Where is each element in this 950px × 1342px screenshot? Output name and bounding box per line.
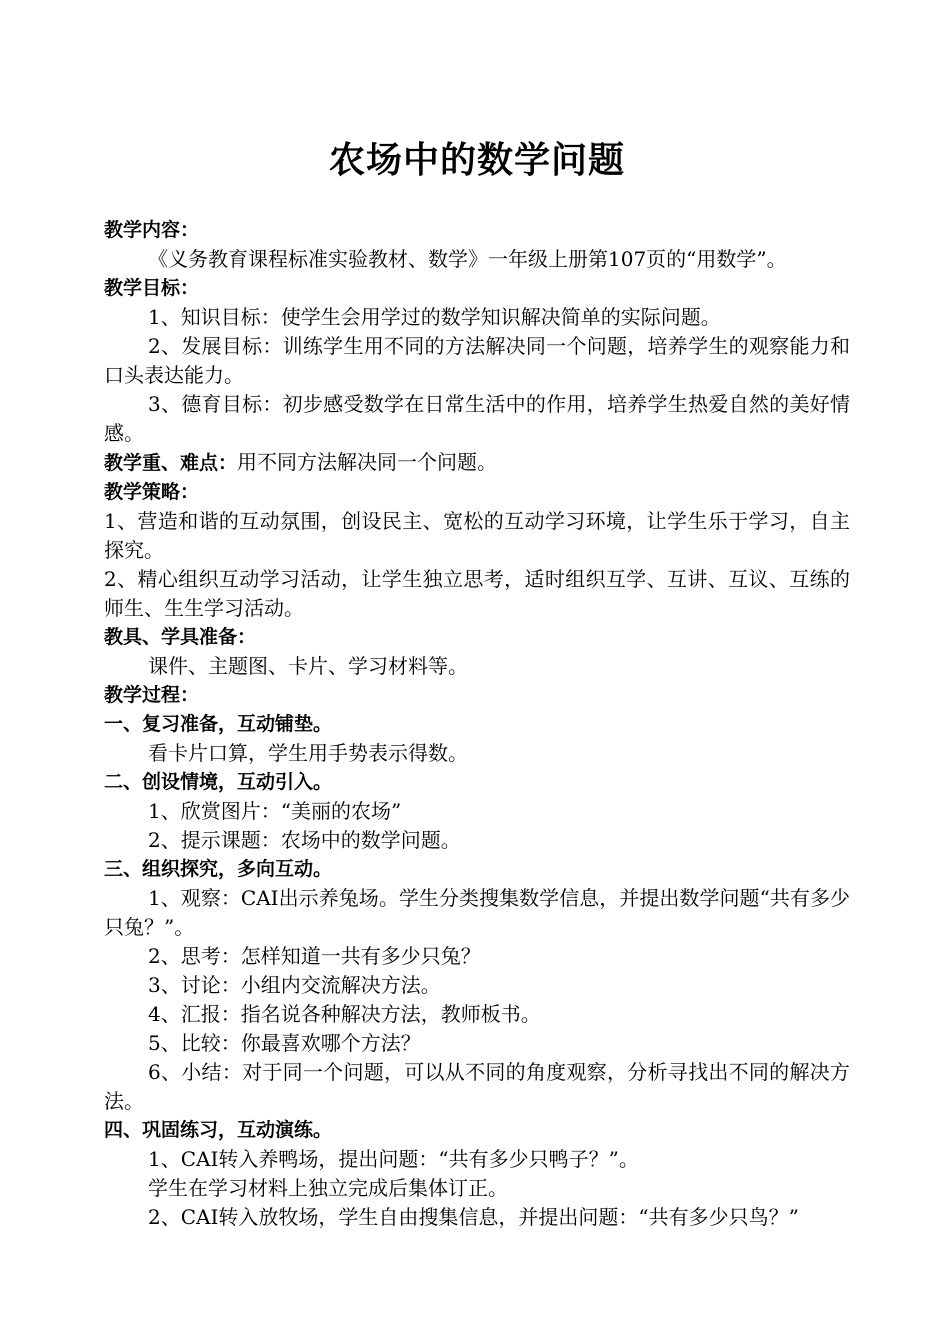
strategy-item: 2、精心组织互动学习活动，让学生独立思考，适时组织互学、互讲、互议、互练的师生、生生学习活动。 [104,567,850,620]
key-points-text: 用不同方法解决同一个问题。 [237,450,498,474]
step3-item: 4、汇报：指名说各种解决方法，教师板书。 [148,1002,541,1026]
goal-item: 2、发展目标：训练学生用不同的方法解决同一个问题，培养学生的观察能力和口头表达能力。 [104,334,850,387]
key-points-heading: 教学重、难点： [104,452,238,474]
goal-item: 1、知识目标：使学生会用学过的数学知识解决简单的实际问题。 [148,305,721,329]
step3-heading: 三、组织探究，多向互动。 [104,858,333,880]
key-points-paragraph [104,448,850,478]
strategy-heading: 教学策略： [104,481,200,503]
step3-item: 1、观察：CAI出示养兔场。学生分类搜集数学信息，并提出数学问题“共有多少只兔？”。 [104,886,850,939]
content-text: 《义务教育课程标准实验教材、数学》一年级上册第107页的“用数学”。 [148,247,787,271]
materials-heading: 教具、学具准备： [104,626,257,648]
step4-item: 学生在学习材料上独立完成后集体订正。 [148,1176,508,1200]
process-heading: 教学过程： [104,684,200,706]
strategy-item: 1、营造和谐的互动氛围，创设民主、宽松的互动学习环境，让学生乐于学习，自主探究。 [104,509,850,562]
step1-item: 看卡片口算，学生用手势表示得数。 [148,741,468,765]
step3-item: 3、讨论：小组内交流解决方法。 [148,973,441,997]
document-page [104,138,850,1232]
step2-item: 1、欣赏图片：“美丽的农场” [148,799,402,823]
step2-item: 2、提示课题：农场中的数学问题。 [148,828,461,852]
materials-text: 课件、主题图、卡片、学习材料等。 [148,654,468,678]
step3-item: 6、小结：对于同一个问题，可以从不同的角度观察，分析寻找出不同的解决方法。 [104,1060,850,1113]
content-heading: 教学内容： [104,219,200,241]
step4-item: 2、CAI转入放牧场，学生自由搜集信息，并提出问题：“共有多少只鸟？” [148,1205,799,1229]
document-title: 农场中的数学问题 [328,140,625,181]
step1-heading: 一、复习准备，互动铺垫。 [104,713,333,735]
step4-heading: 四、巩固练习，互动演练。 [104,1119,333,1141]
step3-item: 5、比较：你最喜欢哪个方法？ [148,1031,421,1055]
step2-heading: 二、创设情境，互动引入。 [104,771,333,793]
step3-item: 2、思考：怎样知道一共有多少只兔？ [148,944,481,968]
step4-item: 1、CAI转入养鸭场，提出问题：“共有多少只鸭子？”。 [148,1147,639,1171]
goal-item: 3、德育目标：初步感受数学在日常生活中的作用，培养学生热爱自然的美好情感。 [104,392,850,445]
goals-heading: 教学目标： [104,277,200,299]
